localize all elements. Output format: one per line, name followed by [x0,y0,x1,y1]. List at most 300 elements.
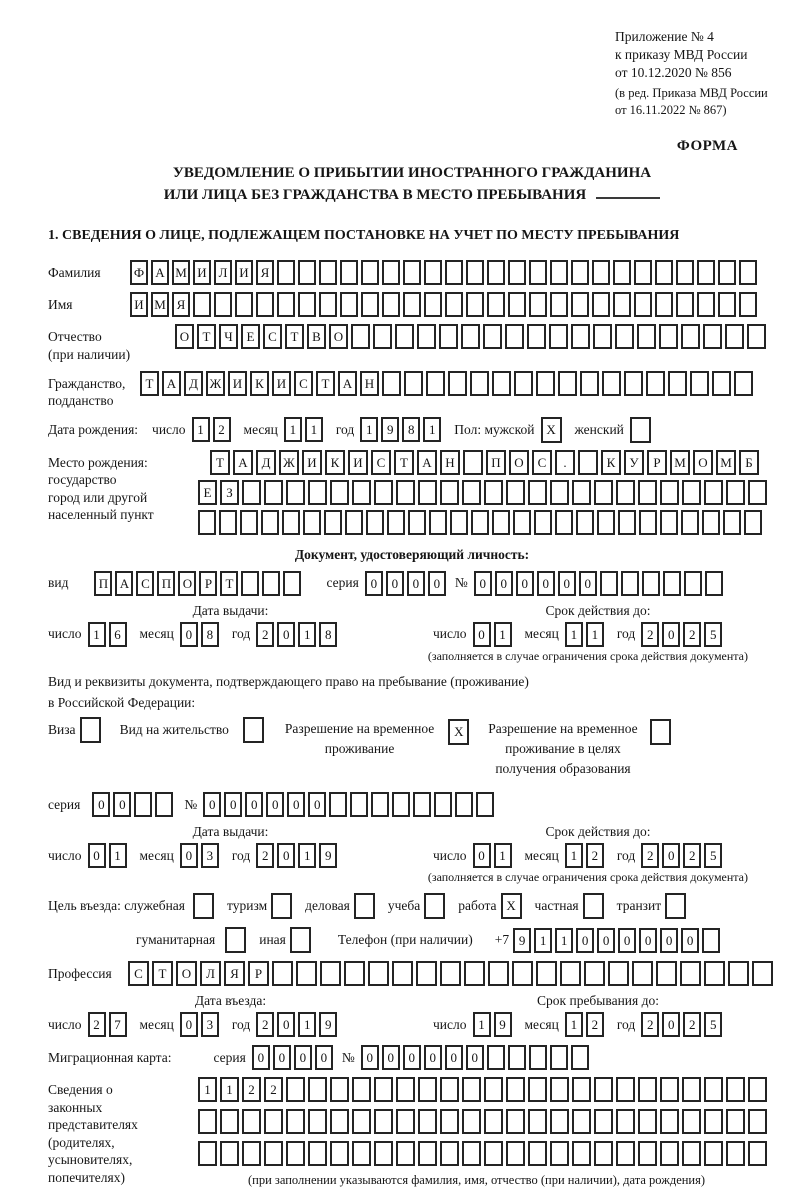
char-cell[interactable]: Ж [279,450,299,475]
char-cell[interactable]: 0 [382,1045,400,1070]
char-cell[interactable]: Е [198,480,217,505]
char-cell[interactable] [655,260,673,285]
char-cell[interactable] [572,1077,591,1102]
char-cell[interactable]: 0 [277,622,295,647]
char-cell[interactable] [550,1141,569,1166]
char-cell[interactable] [704,1109,723,1134]
char-cell[interactable]: М [172,260,190,285]
char-cell[interactable] [352,1077,371,1102]
char-cell[interactable]: 7 [109,1012,127,1037]
char-cell[interactable]: Р [199,571,217,596]
char-cell[interactable] [613,260,631,285]
char-cell[interactable] [655,292,673,317]
char-cell[interactable]: 2 [641,1012,659,1037]
birth-day-cells[interactable] [192,417,234,442]
stay-issue-day-cells[interactable] [88,843,130,868]
char-cell[interactable] [726,1141,745,1166]
purpose-business-checkbox[interactable] [354,893,378,919]
char-cell[interactable]: 0 [224,792,242,817]
char-cell[interactable]: П [486,450,506,475]
char-cell[interactable]: 0 [277,843,295,868]
migcard-number-cells[interactable] [361,1045,592,1070]
char-cell[interactable]: И [235,260,253,285]
char-cell[interactable] [690,371,709,396]
char-cell[interactable] [514,371,533,396]
char-cell[interactable]: Р [248,961,269,986]
char-cell[interactable] [697,292,715,317]
char-cell[interactable]: 1 [198,1077,217,1102]
char-cell[interactable] [242,1109,261,1134]
char-cell[interactable]: 0 [277,1012,295,1037]
char-cell[interactable] [659,324,678,349]
char-cell[interactable] [440,961,461,986]
char-cell[interactable]: 2 [586,843,604,868]
char-cell[interactable] [340,260,358,285]
char-cell[interactable]: 8 [201,622,219,647]
migcard-series-cells[interactable] [252,1045,336,1070]
profession-cells[interactable] [128,961,776,986]
char-cell[interactable]: 2 [256,622,274,647]
char-cell[interactable]: 2 [683,622,701,647]
char-cell[interactable]: 0 [558,571,576,596]
char-cell[interactable]: 9 [319,1012,337,1037]
char-cell[interactable]: 0 [88,843,106,868]
char-cell[interactable] [371,792,389,817]
char-cell[interactable] [748,1109,767,1134]
char-cell[interactable] [417,324,436,349]
char-cell[interactable] [450,510,468,535]
char-cell[interactable]: Т [210,450,230,475]
char-cell[interactable]: А [338,371,357,396]
char-cell[interactable] [470,371,489,396]
char-cell[interactable] [506,1109,525,1134]
char-cell[interactable]: 0 [180,1012,198,1037]
char-cell[interactable] [616,1077,635,1102]
char-cell[interactable] [264,1109,283,1134]
char-cell[interactable]: С [128,961,149,986]
char-cell[interactable] [155,792,173,817]
char-cell[interactable]: 1 [534,928,552,953]
char-cell[interactable] [528,480,547,505]
char-cell[interactable] [534,510,552,535]
char-cell[interactable] [330,1109,349,1134]
char-cell[interactable] [555,510,573,535]
char-cell[interactable] [264,480,283,505]
char-cell[interactable] [277,292,295,317]
char-cell[interactable] [350,792,368,817]
char-cell[interactable]: 0 [180,622,198,647]
char-cell[interactable] [592,292,610,317]
char-cell[interactable]: Л [214,260,232,285]
char-cell[interactable]: 0 [516,571,534,596]
char-cell[interactable] [529,260,547,285]
char-cell[interactable] [528,1109,547,1134]
char-cell[interactable]: 0 [445,1045,463,1070]
char-cell[interactable] [461,324,480,349]
char-cell[interactable]: 1 [109,843,127,868]
char-cell[interactable]: 2 [256,843,274,868]
char-cell[interactable] [220,1109,239,1134]
char-cell[interactable] [262,571,280,596]
char-cell[interactable] [283,571,301,596]
char-cell[interactable] [681,510,699,535]
id-issue-day-cells[interactable] [88,622,130,647]
char-cell[interactable]: К [250,371,269,396]
char-cell[interactable]: 1 [494,622,512,647]
char-cell[interactable]: 0 [639,928,657,953]
char-cell[interactable]: А [417,450,437,475]
char-cell[interactable] [382,260,400,285]
char-cell[interactable] [723,510,741,535]
char-cell[interactable] [616,1109,635,1134]
char-cell[interactable] [492,371,511,396]
char-cell[interactable] [471,510,489,535]
purpose-other-checkbox[interactable] [290,927,314,953]
char-cell[interactable] [466,292,484,317]
char-cell[interactable] [529,1045,547,1070]
char-cell[interactable] [638,480,657,505]
citizenship-cells[interactable] [140,371,756,396]
stay-issue-month-cells[interactable] [180,843,222,868]
char-cell[interactable]: 2 [683,1012,701,1037]
char-cell[interactable] [703,324,722,349]
char-cell[interactable]: 6 [109,622,127,647]
char-cell[interactable]: 1 [565,622,583,647]
char-cell[interactable] [366,510,384,535]
char-cell[interactable]: Я [224,961,245,986]
char-cell[interactable]: О [693,450,713,475]
char-cell[interactable]: К [325,450,345,475]
char-cell[interactable]: А [233,450,253,475]
char-cell[interactable] [697,260,715,285]
char-cell[interactable] [198,510,216,535]
char-cell[interactable] [656,961,677,986]
char-cell[interactable] [676,260,694,285]
char-cell[interactable]: М [670,450,690,475]
char-cell[interactable] [330,1077,349,1102]
char-cell[interactable] [319,260,337,285]
birth-year-cells[interactable] [360,417,444,442]
char-cell[interactable] [330,1141,349,1166]
char-cell[interactable] [413,792,431,817]
char-cell[interactable] [374,1109,393,1134]
char-cell[interactable]: Д [184,371,203,396]
char-cell[interactable] [580,371,599,396]
char-cell[interactable] [424,893,445,919]
char-cell[interactable] [712,371,731,396]
char-cell[interactable] [403,260,421,285]
char-cell[interactable]: С [294,371,313,396]
char-cell[interactable] [704,961,725,986]
char-cell[interactable] [571,1045,589,1070]
purpose-work-checkbox[interactable] [501,893,525,919]
char-cell[interactable]: А [162,371,181,396]
char-cell[interactable]: 5 [704,843,722,868]
char-cell[interactable] [684,571,702,596]
birthplace-cells-row1[interactable] [210,450,770,475]
char-cell[interactable] [618,510,636,535]
char-cell[interactable] [352,1109,371,1134]
temp-residence-edu-checkbox[interactable] [650,719,674,745]
char-cell[interactable]: И [228,371,247,396]
char-cell[interactable]: О [176,961,197,986]
char-cell[interactable] [550,1045,568,1070]
char-cell[interactable] [324,510,342,535]
char-cell[interactable]: 0 [365,571,383,596]
id-series-cells[interactable] [365,571,449,596]
until-day-cells[interactable] [473,1012,515,1037]
char-cell[interactable] [484,1141,503,1166]
until-year-cells[interactable] [641,1012,725,1037]
char-cell[interactable] [277,260,295,285]
char-cell[interactable] [705,571,723,596]
char-cell[interactable] [271,893,292,919]
entry-day-cells[interactable] [88,1012,130,1037]
char-cell[interactable]: 2 [213,417,231,442]
char-cell[interactable]: 9 [494,1012,512,1037]
representatives-cells-row3[interactable] [198,1141,770,1166]
char-cell[interactable]: О [509,450,529,475]
char-cell[interactable]: 2 [641,843,659,868]
char-cell[interactable]: 0 [294,1045,312,1070]
char-cell[interactable] [528,1141,547,1166]
char-cell[interactable] [704,480,723,505]
char-cell[interactable]: 0 [252,1045,270,1070]
char-cell[interactable] [308,1109,327,1134]
char-cell[interactable]: 0 [662,1012,680,1037]
char-cell[interactable] [373,324,392,349]
char-cell[interactable]: Т [197,324,216,349]
char-cell[interactable] [243,717,264,743]
char-cell[interactable] [382,292,400,317]
char-cell[interactable]: 0 [579,571,597,596]
char-cell[interactable] [506,1077,525,1102]
char-cell[interactable] [298,292,316,317]
char-cell[interactable] [408,510,426,535]
char-cell[interactable]: Е [241,324,260,349]
sex-female-checkbox[interactable] [630,417,654,443]
char-cell[interactable] [418,1141,437,1166]
char-cell[interactable] [734,371,753,396]
char-cell[interactable] [396,1141,415,1166]
char-cell[interactable] [361,260,379,285]
char-cell[interactable] [352,1141,371,1166]
char-cell[interactable] [536,371,555,396]
representatives-cells-row1[interactable] [198,1077,770,1102]
char-cell[interactable] [584,961,605,986]
char-cell[interactable] [650,719,671,745]
char-cell[interactable]: И [302,450,322,475]
char-cell[interactable]: М [716,450,736,475]
char-cell[interactable]: Т [394,450,414,475]
stay-expiry-day-cells[interactable] [473,843,515,868]
char-cell[interactable] [434,792,452,817]
char-cell[interactable] [264,1141,283,1166]
char-cell[interactable] [624,371,643,396]
char-cell[interactable] [616,1141,635,1166]
until-month-cells[interactable] [565,1012,607,1037]
char-cell[interactable] [404,371,423,396]
char-cell[interactable] [464,961,485,986]
char-cell[interactable] [416,961,437,986]
char-cell[interactable] [242,1141,261,1166]
char-cell[interactable] [558,371,577,396]
char-cell[interactable]: 2 [242,1077,261,1102]
char-cell[interactable] [594,1109,613,1134]
char-cell[interactable] [462,1141,481,1166]
char-cell[interactable]: 5 [704,622,722,647]
char-cell[interactable] [702,928,720,953]
char-cell[interactable] [193,292,211,317]
char-cell[interactable] [462,480,481,505]
char-cell[interactable] [424,260,442,285]
char-cell[interactable]: 1 [284,417,302,442]
char-cell[interactable] [571,292,589,317]
char-cell[interactable] [329,792,347,817]
char-cell[interactable] [744,510,762,535]
char-cell[interactable] [728,961,749,986]
char-cell[interactable] [403,292,421,317]
char-cell[interactable]: 0 [361,1045,379,1070]
char-cell[interactable] [550,480,569,505]
char-cell[interactable] [198,1109,217,1134]
char-cell[interactable] [261,510,279,535]
char-cell[interactable] [319,292,337,317]
char-cell[interactable]: 2 [586,1012,604,1037]
char-cell[interactable] [214,292,232,317]
representatives-cells-row2[interactable] [198,1109,770,1134]
char-cell[interactable] [198,1141,217,1166]
char-cell[interactable] [571,260,589,285]
char-cell[interactable] [682,1077,701,1102]
char-cell[interactable] [351,324,370,349]
stay-series-cells[interactable] [92,792,176,817]
char-cell[interactable]: . [555,450,575,475]
char-cell[interactable] [484,1109,503,1134]
char-cell[interactable]: 0 [597,928,615,953]
char-cell[interactable] [748,1077,767,1102]
char-cell[interactable] [646,371,665,396]
patronymic-cells[interactable] [175,324,769,349]
char-cell[interactable] [665,893,686,919]
char-cell[interactable] [286,1077,305,1102]
surname-cells[interactable] [130,260,760,285]
char-cell[interactable] [576,510,594,535]
char-cell[interactable] [508,260,526,285]
id-expiry-year-cells[interactable] [641,622,725,647]
id-expiry-day-cells[interactable] [473,622,515,647]
char-cell[interactable] [466,260,484,285]
char-cell[interactable] [505,324,524,349]
entry-year-cells[interactable] [256,1012,340,1037]
char-cell[interactable] [272,961,293,986]
char-cell[interactable] [593,324,612,349]
char-cell[interactable]: А [151,260,169,285]
char-cell[interactable]: А [115,571,133,596]
char-cell[interactable] [462,1109,481,1134]
char-cell[interactable]: З [220,480,239,505]
purpose-humanitarian-checkbox[interactable] [225,927,249,953]
purpose-private-checkbox[interactable] [583,893,607,919]
char-cell[interactable] [392,792,410,817]
char-cell[interactable] [632,961,653,986]
char-cell[interactable] [718,292,736,317]
char-cell[interactable] [550,260,568,285]
char-cell[interactable] [660,1077,679,1102]
char-cell[interactable] [508,292,526,317]
char-cell[interactable] [682,1141,701,1166]
char-cell[interactable]: 0 [245,792,263,817]
char-cell[interactable] [330,480,349,505]
char-cell[interactable] [418,1109,437,1134]
char-cell[interactable]: Я [172,292,190,317]
char-cell[interactable] [682,1109,701,1134]
name-cells[interactable] [130,292,760,317]
char-cell[interactable] [476,792,494,817]
char-cell[interactable]: Т [140,371,159,396]
stay-issue-year-cells[interactable] [256,843,340,868]
char-cell[interactable] [638,1141,657,1166]
char-cell[interactable]: 0 [308,792,326,817]
char-cell[interactable] [739,260,757,285]
char-cell[interactable]: Б [739,450,759,475]
char-cell[interactable]: 5 [704,1012,722,1037]
char-cell[interactable] [374,480,393,505]
char-cell[interactable]: 0 [273,1045,291,1070]
char-cell[interactable] [240,510,258,535]
char-cell[interactable] [592,260,610,285]
char-cell[interactable] [663,571,681,596]
char-cell[interactable]: 0 [424,1045,442,1070]
char-cell[interactable]: Ф [130,260,148,285]
char-cell[interactable]: 1 [298,1012,316,1037]
char-cell[interactable] [512,961,533,986]
char-cell[interactable] [296,961,317,986]
char-cell[interactable] [487,292,505,317]
char-cell[interactable]: У [624,450,644,475]
char-cell[interactable]: 0 [495,571,513,596]
char-cell[interactable] [368,961,389,986]
char-cell[interactable]: П [157,571,175,596]
char-cell[interactable] [508,1045,526,1070]
char-cell[interactable] [374,1077,393,1102]
char-cell[interactable]: 9 [513,928,531,953]
char-cell[interactable]: 1 [423,417,441,442]
char-cell[interactable]: 0 [662,843,680,868]
char-cell[interactable] [396,1109,415,1134]
char-cell[interactable] [634,260,652,285]
char-cell[interactable]: 1 [473,1012,491,1037]
char-cell[interactable] [235,292,253,317]
purpose-tourism-checkbox[interactable] [271,893,295,919]
char-cell[interactable]: Р [647,450,667,475]
char-cell[interactable] [440,1141,459,1166]
char-cell[interactable] [748,1141,767,1166]
char-cell[interactable] [448,371,467,396]
char-cell[interactable] [396,1077,415,1102]
char-cell[interactable]: 8 [402,417,420,442]
char-cell[interactable] [256,292,274,317]
char-cell[interactable] [395,324,414,349]
char-cell[interactable] [642,571,660,596]
char-cell[interactable] [638,1077,657,1102]
char-cell[interactable] [550,292,568,317]
char-cell[interactable] [660,1109,679,1134]
char-cell[interactable]: Д [256,450,276,475]
char-cell[interactable] [361,292,379,317]
char-cell[interactable] [484,480,503,505]
char-cell[interactable] [630,417,651,443]
